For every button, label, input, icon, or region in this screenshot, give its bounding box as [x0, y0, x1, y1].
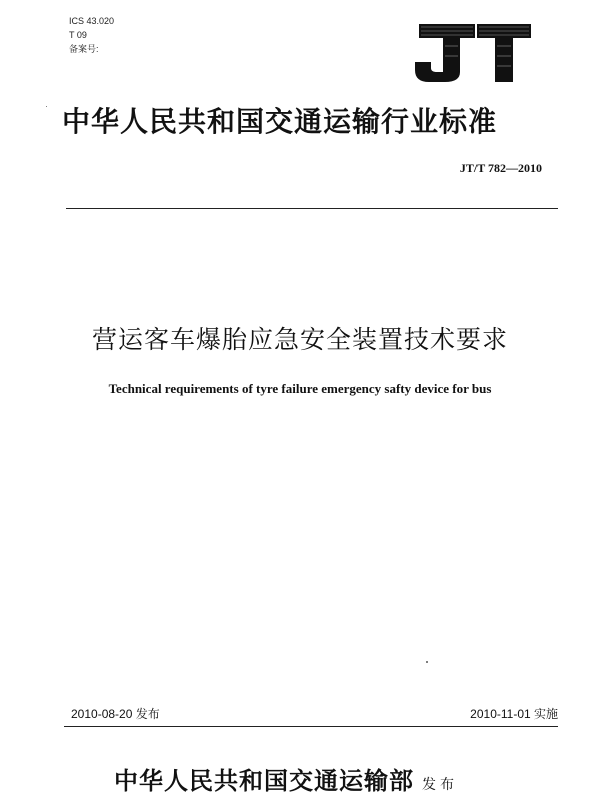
footer-divider — [64, 726, 558, 727]
publisher-suffix: 发布 — [422, 777, 458, 793]
scan-speck — [426, 661, 428, 663]
issue-date: 2010-08-20 发布 — [71, 707, 160, 721]
publisher-name: 中华人民共和国交通运输部 — [114, 767, 414, 795]
publisher-line — [114, 761, 458, 796]
jt-logo — [413, 22, 531, 84]
jt-logo-letter-j — [415, 24, 475, 82]
standard-code: JT/T 782—2010 — [459, 161, 542, 175]
classification-block — [69, 14, 114, 56]
classification-code: T 09 — [69, 30, 87, 40]
scan-speck — [46, 106, 47, 107]
record-number-label: 备案号: — [69, 44, 99, 54]
document-title-chinese: 营运客车爆胎应急安全装置技术要求 — [91, 325, 508, 354]
implementation-date: 2010-11-01 实施 — [470, 707, 558, 721]
standard-category-title: 中华人民共和国交通运输行业标准 — [62, 105, 498, 138]
document-title-english: Technical requirements of tyre failure emergency safty device for bus — [108, 381, 492, 396]
header-divider — [66, 208, 558, 209]
ics-code: ICS 43.020 — [69, 16, 115, 26]
jt-logo-letter-t — [477, 24, 531, 82]
